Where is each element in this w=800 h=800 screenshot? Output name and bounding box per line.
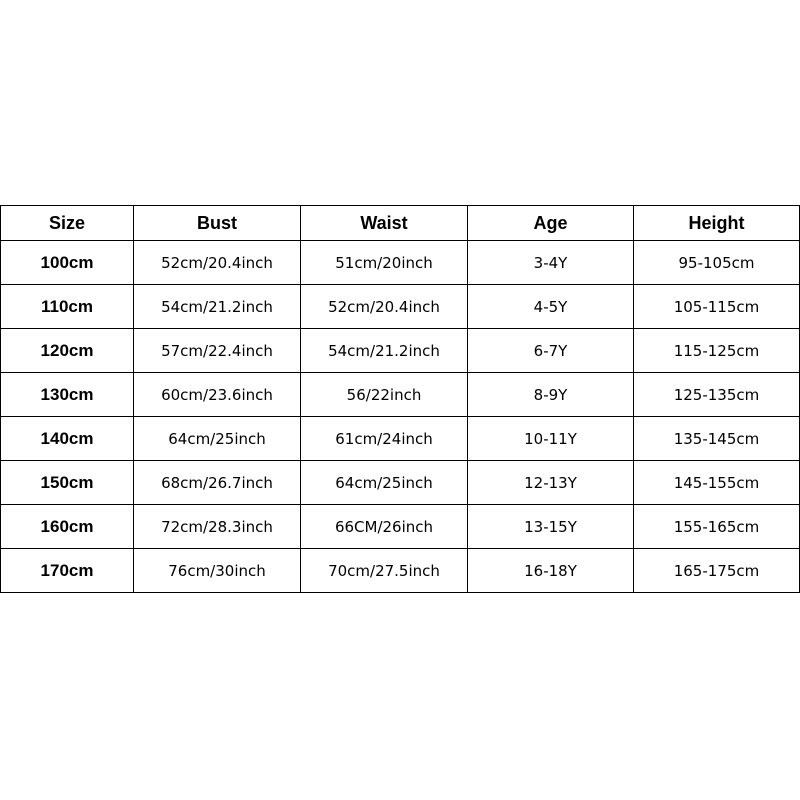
waist-cell: 51cm/20inch: [301, 241, 468, 285]
height-cell: 165-175cm: [634, 549, 800, 593]
bust-cell: 54cm/21.2inch: [134, 285, 301, 329]
table-row: [1, 373, 800, 417]
height-cell: 145-155cm: [634, 461, 800, 505]
age-cell: 8-9Y: [468, 373, 634, 417]
waist-cell: 66CM/26inch: [301, 505, 468, 549]
table-row: [1, 285, 800, 329]
height-cell: 135-145cm: [634, 417, 800, 461]
size-chart: [0, 205, 799, 593]
table-row: [1, 241, 800, 285]
size-cell: 160cm: [1, 505, 134, 549]
column-header-waist: Waist: [301, 206, 468, 241]
height-cell: 95-105cm: [634, 241, 800, 285]
size-cell: 150cm: [1, 461, 134, 505]
size-cell: 110cm: [1, 285, 134, 329]
column-header-size: Size: [1, 206, 134, 241]
size-cell: 170cm: [1, 549, 134, 593]
column-header-age: Age: [468, 206, 634, 241]
table-row: [1, 461, 800, 505]
table-row: [1, 417, 800, 461]
bust-cell: 68cm/26.7inch: [134, 461, 301, 505]
bust-cell: 64cm/25inch: [134, 417, 301, 461]
table-row: [1, 329, 800, 373]
waist-cell: 56/22inch: [301, 373, 468, 417]
waist-cell: 64cm/25inch: [301, 461, 468, 505]
size-cell: 130cm: [1, 373, 134, 417]
age-cell: 12-13Y: [468, 461, 634, 505]
age-cell: 6-7Y: [468, 329, 634, 373]
height-cell: 105-115cm: [634, 285, 800, 329]
size-cell: 120cm: [1, 329, 134, 373]
bust-cell: 76cm/30inch: [134, 549, 301, 593]
height-cell: 155-165cm: [634, 505, 800, 549]
waist-cell: 52cm/20.4inch: [301, 285, 468, 329]
column-header-height: Height: [634, 206, 800, 241]
size-chart-table: [0, 205, 800, 593]
age-cell: 10-11Y: [468, 417, 634, 461]
age-cell: 4-5Y: [468, 285, 634, 329]
bust-cell: 57cm/22.4inch: [134, 329, 301, 373]
height-cell: 125-135cm: [634, 373, 800, 417]
waist-cell: 54cm/21.2inch: [301, 329, 468, 373]
age-cell: 16-18Y: [468, 549, 634, 593]
table-row: [1, 549, 800, 593]
header-row: [1, 206, 800, 241]
column-header-bust: Bust: [134, 206, 301, 241]
height-cell: 115-125cm: [634, 329, 800, 373]
bust-cell: 72cm/28.3inch: [134, 505, 301, 549]
age-cell: 3-4Y: [468, 241, 634, 285]
size-cell: 140cm: [1, 417, 134, 461]
age-cell: 13-15Y: [468, 505, 634, 549]
bust-cell: 60cm/23.6inch: [134, 373, 301, 417]
waist-cell: 70cm/27.5inch: [301, 549, 468, 593]
table-row: [1, 505, 800, 549]
waist-cell: 61cm/24inch: [301, 417, 468, 461]
bust-cell: 52cm/20.4inch: [134, 241, 301, 285]
size-cell: 100cm: [1, 241, 134, 285]
